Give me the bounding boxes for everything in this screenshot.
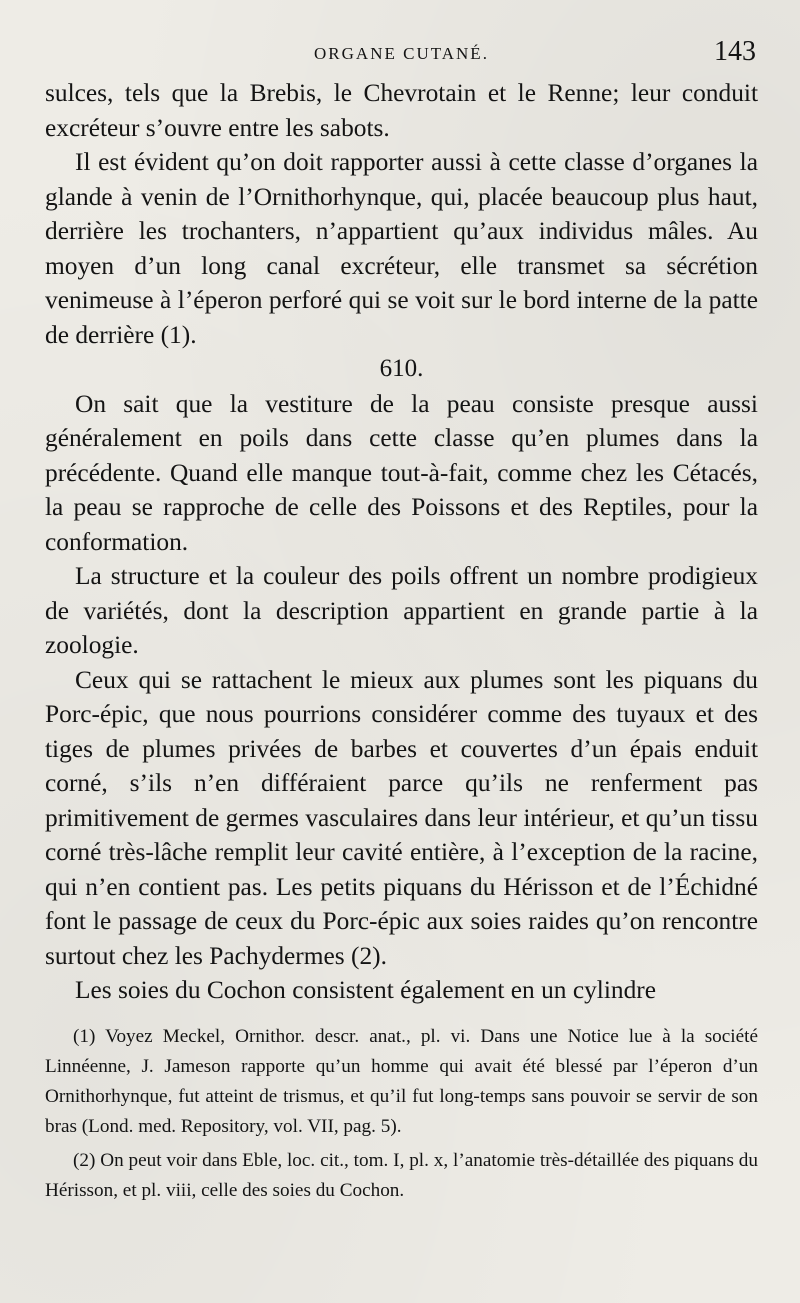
paragraph: Ceux qui se rattachent le mieux aux plumes sont les piquans du Porc-épic, que nous pourrions considérer comme des tuyaux et des tiges de plumes privées de barbes et couvertes d’un épais enduit corné, s’ils n’en différaient parce qu’ils ne renferment pas primitivement de germes vasculaires dans leur intérieur, et qu’un tissu corné très-lâche remplit leur cavité entière, à l’exception de la racine, qui n’en contient pas. Les petits piquans du Hérisson et de l’Échidné font le passage de ceux du Porc-épic aux soies raides qu’on rencontre surtout chez les Pachydermes (2). bbox=[45, 665, 758, 970]
paragraph: La structure et la couleur des poils offrent un nombre prodigieux de variétés, dont la description appartient en grande partie à la zoologie. bbox=[45, 562, 758, 659]
paragraph: On sait que la vestiture de la peau consiste presque aussi généralement en poils dans cette classe qu’en plumes dans la précédente. Quand elle manque tout-à-fait, comme chez les Cétacés, la peau se rapproche de celle des Poissons et des Reptiles, pour la conformation. bbox=[45, 389, 758, 556]
paragraph: Les soies du Cochon consistent également en un cylindre bbox=[75, 976, 657, 1004]
footnotes bbox=[45, 1022, 758, 1206]
running-head: ORGANE CUTANÉ. bbox=[314, 44, 489, 63]
body-text bbox=[45, 76, 758, 1008]
footnote-1: (1) Voyez Meckel, Ornithor. descr. anat., pl. vi. Dans une Notice lue à la société Linnéenne, J. Jameson rapporte qu’un homme qui avait été blessé par l’éperon d’un Ornithorhynque, fut atteint de trismus, et qu’il fut long-temps sans pouvoir se servir de son bras (Lond. med. Repository, vol. VII, pag. 5). bbox=[45, 1025, 758, 1137]
paragraph: sulces, tels que la Brebis, le Chevrotain et le Renne; leur conduit excréteur s’ouvre entre les sabots. bbox=[45, 79, 758, 142]
page-number: 143 bbox=[714, 36, 756, 67]
section-number: 610. bbox=[379, 355, 424, 382]
paragraph: Il est évident qu’on doit rapporter aussi à cette classe d’organes la glande à venin de l’Ornithorhynque, qui, placée beaucoup plus haut, derrière les trochanters, n’appartient qu’aux individus mâles. Au moyen d’un long canal excréteur, elle transmet sa sécrétion venimeuse à l’éperon perforé qui se voit sur le bord interne de la patte de derrière (1). bbox=[45, 148, 758, 349]
footnote-2: (2) On peut voir dans Eble, loc. cit., tom. I, pl. x, l’anatomie très-détaillée des piquans du Hérisson, et pl. viii, celle des soies du Cochon. bbox=[45, 1149, 758, 1201]
page-header bbox=[45, 36, 758, 76]
